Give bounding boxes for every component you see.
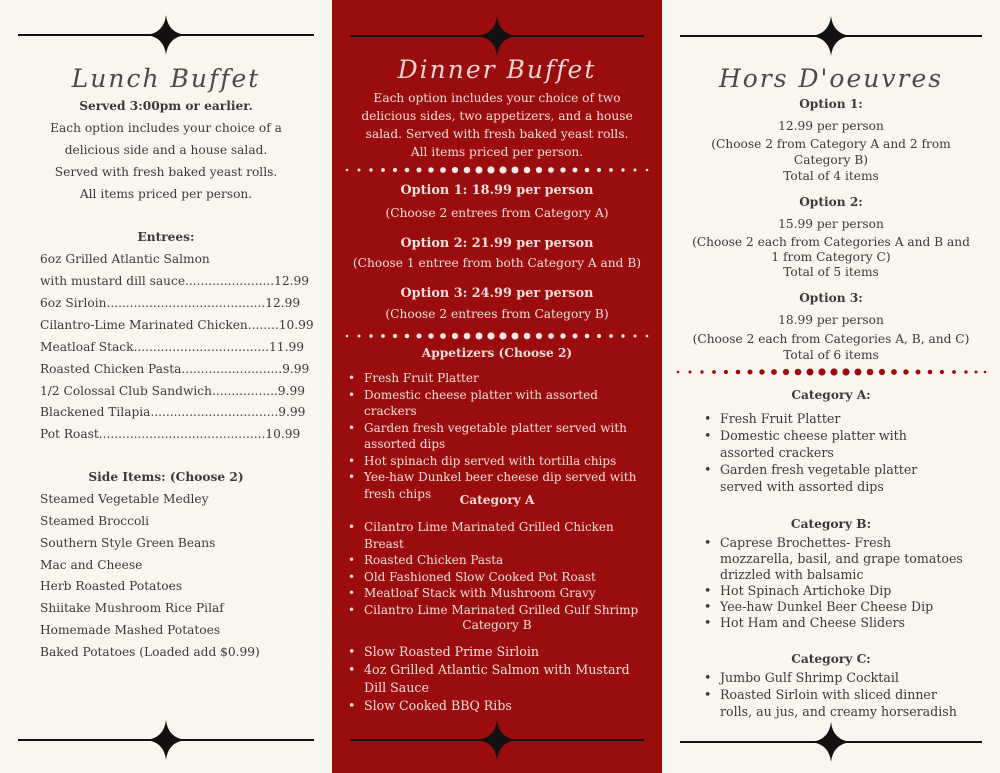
category-c-heading: Category C: bbox=[791, 652, 871, 666]
dotted-divider bbox=[344, 165, 650, 175]
four-point-star-icon bbox=[146, 720, 186, 760]
list-item: • Yee-haw Dunkel beer cheese dip served with fresh chips bbox=[346, 469, 646, 502]
entree-item: with mustard dill sauce.......................12.99 bbox=[40, 274, 310, 288]
top-divider bbox=[18, 15, 314, 55]
side-item: Herb Roasted Potatoes bbox=[40, 579, 183, 593]
list-item: • Domestic cheese platter with assorted crackers bbox=[702, 427, 962, 461]
list-item: • Fresh Fruit Platter bbox=[702, 410, 962, 427]
dinner-option-desc: (Choose 2 entrees from Category B) bbox=[385, 307, 609, 321]
hors-option-price: 15.99 per person bbox=[778, 217, 884, 231]
hors-option-desc: (Choose 2 each from Categories A and B and bbox=[692, 235, 970, 249]
list-item: • Cilantro Lime Marinated Grilled Gulf Shrimp bbox=[346, 602, 652, 619]
category-a-list bbox=[346, 519, 652, 618]
side-item: Baked Potatoes (Loaded add $0.99) bbox=[40, 645, 260, 659]
side-items-heading: Side Items: (Choose 2) bbox=[88, 470, 244, 484]
bottom-divider bbox=[680, 722, 982, 762]
category-b-list bbox=[702, 535, 964, 631]
dinner-title: Dinner Buffet bbox=[397, 55, 597, 84]
entree-item: Pot Roast...........................................10.99 bbox=[40, 427, 301, 441]
dotted-divider bbox=[674, 367, 988, 377]
hors-option-label: Option 2: bbox=[799, 195, 863, 209]
category-b-list bbox=[346, 643, 636, 715]
list-item: • Garden fresh vegetable platter served with assorted dips bbox=[702, 461, 962, 495]
hors-option-label: Option 1: bbox=[799, 97, 863, 111]
entree-item: Blackened Tilapia.................................9.99 bbox=[40, 405, 306, 419]
list-item: • Roasted Sirloin with sliced dinner rolls, au jus, and creamy horseradish bbox=[702, 686, 964, 720]
hors-option-total: Total of 5 items bbox=[783, 265, 879, 279]
side-item: Homemade Mashed Potatoes bbox=[40, 623, 221, 637]
category-b-heading: Category B: bbox=[790, 517, 872, 531]
top-divider bbox=[350, 16, 644, 56]
lunch-buffet-panel bbox=[0, 0, 332, 773]
side-item: Southern Style Green Beans bbox=[40, 536, 216, 550]
dotted-divider bbox=[344, 331, 650, 341]
four-point-star-icon bbox=[146, 15, 186, 55]
category-c-list bbox=[702, 669, 964, 720]
appetizer-list bbox=[346, 370, 646, 502]
category-a-list bbox=[702, 410, 962, 495]
hors-option-total: Total of 6 items bbox=[783, 348, 879, 362]
top-divider bbox=[680, 16, 982, 56]
hors-option-price: 18.99 per person bbox=[778, 313, 884, 327]
dinner-option-desc: (Choose 1 entree from both Category A and B) bbox=[352, 256, 642, 270]
list-item: • Slow Roasted Prime Sirloin bbox=[346, 643, 636, 661]
lunch-title: Lunch Buffet bbox=[71, 64, 261, 93]
entree-item: 6oz Grilled Atlantic Salmon bbox=[40, 252, 210, 266]
hors-option-desc: (Choose 2 from Category A and 2 from bbox=[711, 137, 951, 151]
category-b-heading: Category B bbox=[462, 618, 532, 632]
dinner-intro-line: delicious sides, two appetizers, and a house bbox=[361, 109, 633, 123]
list-item: • Hot spinach dip served with tortilla chips bbox=[346, 453, 646, 470]
list-item: • Jumbo Gulf Shrimp Cocktail bbox=[702, 669, 964, 686]
list-item: • Hot Ham and Cheese Sliders bbox=[702, 615, 964, 631]
hors-option-price: 12.99 per person bbox=[778, 119, 884, 133]
bottom-divider bbox=[18, 720, 314, 760]
side-item: Steamed Vegetable Medley bbox=[40, 492, 209, 506]
lunch-intro-line: All items priced per person. bbox=[79, 187, 253, 201]
list-item: • Garden fresh vegetable platter served with assorted dips bbox=[346, 420, 646, 453]
four-point-star-icon bbox=[477, 16, 517, 56]
list-item: • Yee-haw Dunkel Beer Cheese Dip bbox=[702, 599, 964, 615]
lunch-intro-line: Served with fresh baked yeast rolls. bbox=[54, 165, 278, 179]
lunch-intro-line: Each option includes your choice of a bbox=[50, 121, 282, 135]
list-item: • Cilantro Lime Marinated Grilled Chicken Breast bbox=[346, 519, 652, 552]
list-item: • Caprese Brochettes- Fresh mozzarella, basil, and grape tomatoes drizzled with balsamic bbox=[702, 535, 964, 583]
side-item: Steamed Broccoli bbox=[40, 514, 150, 528]
entree-item: Cilantro-Lime Marinated Chicken........10.99 bbox=[40, 318, 314, 332]
dinner-option-label: Option 1: 18.99 per person bbox=[400, 183, 594, 198]
entree-item: 6oz Sirloin.........................................12.99 bbox=[40, 296, 301, 310]
dinner-intro-line: All items priced per person. bbox=[410, 145, 584, 159]
side-item: Shiitake Mushroom Rice Pilaf bbox=[40, 601, 224, 615]
four-point-star-icon bbox=[477, 720, 517, 760]
dinner-option-label: Option 3: 24.99 per person bbox=[400, 286, 594, 301]
hors-doeuvres-panel bbox=[662, 0, 1000, 773]
bottom-divider bbox=[350, 720, 644, 760]
list-item: • Old Fashioned Slow Cooked Pot Roast bbox=[346, 569, 652, 586]
side-item: Mac and Cheese bbox=[40, 558, 143, 572]
hors-option-desc: 1 from Category C) bbox=[771, 250, 891, 264]
appetizers-heading: Appetizers (Choose 2) bbox=[421, 346, 573, 360]
list-item: • Hot Spinach Artichoke Dip bbox=[702, 583, 964, 599]
lunch-served-time: Served 3:00pm or earlier. bbox=[79, 99, 253, 113]
dinner-option-desc: (Choose 2 entrees from Category A) bbox=[385, 206, 609, 220]
list-item: • 4oz Grilled Atlantic Salmon with Mustard Dill Sauce bbox=[346, 661, 636, 697]
category-a-heading: Category A bbox=[459, 493, 535, 507]
entrees-heading: Entrees: bbox=[137, 230, 195, 244]
dinner-intro-line: salad. Served with fresh baked yeast rolls. bbox=[365, 127, 629, 141]
entree-item: Roasted Chicken Pasta..........................9.99 bbox=[40, 362, 310, 376]
dinner-option-label: Option 2: 21.99 per person bbox=[400, 236, 594, 251]
lunch-intro-line: delicious side and a house salad. bbox=[64, 143, 268, 157]
entree-item: 1/2 Colossal Club Sandwich.................9.99 bbox=[40, 384, 305, 398]
hors-option-desc: Category B) bbox=[793, 153, 869, 167]
hors-option-label: Option 3: bbox=[799, 291, 863, 305]
list-item: • Meatloaf Stack with Mushroom Gravy bbox=[346, 585, 652, 602]
hors-title: Hors D'oeuvres bbox=[718, 64, 944, 93]
hors-option-desc: (Choose 2 each from Categories A, B, and C) bbox=[692, 332, 970, 346]
four-point-star-icon bbox=[811, 722, 851, 762]
list-item: • Roasted Chicken Pasta bbox=[346, 552, 652, 569]
entree-item: Meatloaf Stack...................................11.99 bbox=[40, 340, 304, 354]
dinner-buffet-panel bbox=[332, 0, 662, 773]
list-item: • Slow Cooked BBQ Ribs bbox=[346, 697, 636, 715]
list-item: • Fresh Fruit Platter bbox=[346, 370, 646, 387]
hors-option-total: Total of 4 items bbox=[783, 169, 879, 183]
category-a-heading: Category A: bbox=[791, 388, 871, 402]
dinner-intro-line: Each option includes your choice of two bbox=[373, 91, 621, 105]
list-item: • Domestic cheese platter with assorted crackers bbox=[346, 387, 646, 420]
four-point-star-icon bbox=[811, 16, 851, 56]
